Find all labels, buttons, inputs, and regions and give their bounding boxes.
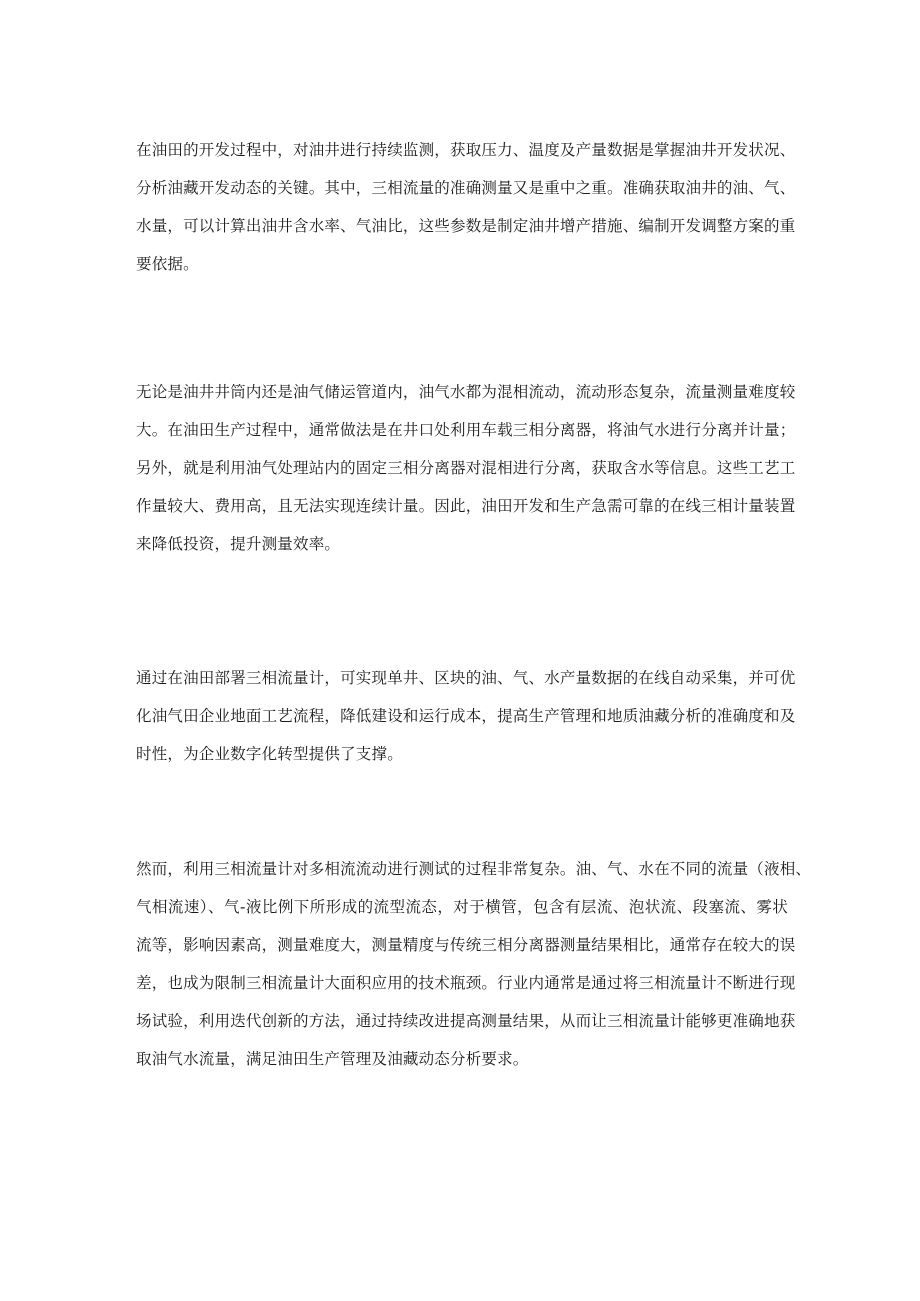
text-line: 化油气田企业地面工艺流程，降低建设和运行成本，提高生产管理和地质油藏分析的准确度和及 <box>136 707 796 725</box>
paragraph-2 <box>136 373 796 563</box>
text-line: 场试验，利用迭代创新的方法，通过持续改进提高测量结果，从而让三相流量计能够更准确地获 <box>136 1012 796 1030</box>
text-line: 无论是油井井筒内还是油气储运管道内，油气水都为混相流动，流动形态复杂，流量测量难度较 <box>136 383 796 401</box>
paragraph-3 <box>136 659 796 773</box>
text-line: 作量较大、费用高，且无法实现连续计量。因此，油田开发和生产急需可靠的在线三相计量装置 <box>136 497 796 515</box>
text-line: 气相流速）、气-液比例下所形成的流型流态，对于横管，包含有层流、泡状流、段塞流、雾状 <box>136 898 788 916</box>
paragraph-4 <box>136 850 812 1078</box>
text-line: 差，也成为限制三相流量计大面积应用的技术瓶颈。行业内通常是通过将三相流量计不断进行现 <box>136 974 796 992</box>
text-line: 来降低投资，提升测量效率。 <box>136 535 341 553</box>
text-line: 水量，可以计算出油井含水率、气油比，这些参数是制定油井增产措施、编制开发调整方案的重 <box>136 217 796 235</box>
paragraph-1 <box>136 131 796 283</box>
text-line: 取油气水流量，满足油田生产管理及油藏动态分析要求。 <box>136 1050 529 1068</box>
text-line: 通过在油田部署三相流量计，可实现单井、区块的油、气、水产量数据的在线自动采集，并可优 <box>136 669 796 687</box>
text-line: 然而，利用三相流量计对多相流流动进行测试的过程非常复杂。油、气、水在不同的流量（液相、 <box>136 860 812 878</box>
text-line: 大。在油田生产过程中，通常做法是在井口处利用车载三相分离器，将油气水进行分离并计量； <box>136 421 796 439</box>
text-line: 在油田的开发过程中，对油井进行持续监测，获取压力、温度及产量数据是掌握油井开发状况、 <box>136 141 796 159</box>
text-line: 要依据。 <box>136 255 199 273</box>
text-line: 流等，影响因素高，测量难度大，测量精度与传统三相分离器测量结果相比，通常存在较大的误 <box>136 936 796 954</box>
text-line: 时性，为企业数字化转型提供了支撑。 <box>136 745 403 763</box>
text-line: 另外，就是利用油气处理站内的固定三相分离器对混相进行分离，获取含水等信息。这些工艺工 <box>136 459 796 477</box>
text-line: 分析油藏开发动态的关键。其中，三相流量的准确测量又是重中之重。准确获取油井的油、气、 <box>136 179 796 197</box>
